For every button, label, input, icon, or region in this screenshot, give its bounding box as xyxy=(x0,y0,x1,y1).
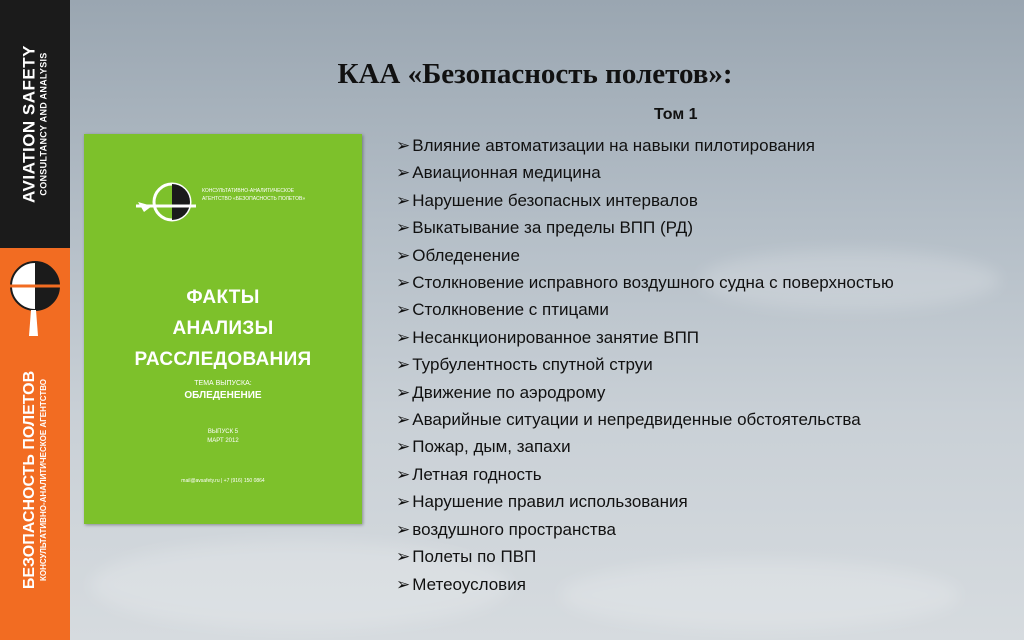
topic-item xyxy=(396,324,894,351)
arrow-bullet-icon: ➢ xyxy=(396,355,411,375)
cover-contact: mail@avsafety.ru | +7 (916) 150 0864 xyxy=(181,478,265,484)
topic-item xyxy=(396,488,894,515)
cover-agency-line2: АГЕНТСТВО «БЕЗОПАСНОСТЬ ПОЛЕТОВ» xyxy=(202,196,306,202)
topic-item xyxy=(396,571,894,598)
brand-logo-icon xyxy=(2,250,68,340)
topic-text: Несанкционированное занятие ВПП xyxy=(412,327,700,347)
cover-issue-date: МАРТ 2012 xyxy=(207,438,239,444)
topic-text: воздушного пространства xyxy=(412,519,616,539)
topic-text: Влияние автоматизации на навыки пилотирования xyxy=(412,136,815,155)
topic-item xyxy=(396,461,894,488)
topic-text: Авиационная медицина xyxy=(412,163,601,183)
topic-text: Аварийные ситуации и непредвиденные обстоятельства xyxy=(412,410,861,430)
topic-item xyxy=(396,406,894,433)
topic-item xyxy=(396,214,894,241)
topic-item xyxy=(396,187,894,214)
cover-issue xyxy=(84,428,362,446)
cover-headline xyxy=(84,282,362,375)
topic-item xyxy=(396,351,894,378)
topic-item xyxy=(396,379,894,406)
brand-strip xyxy=(0,0,70,640)
brand-english-text xyxy=(21,4,50,244)
topic-text: Пожар, дым, запахи xyxy=(412,437,571,457)
cover-headline-line: ФАКТЫ xyxy=(186,287,260,308)
brand-russian-text xyxy=(21,355,49,605)
cover-headline-line: АНАЛИЗЫ xyxy=(172,318,274,339)
arrow-bullet-icon: ➢ xyxy=(396,464,411,484)
cover-logo-icon xyxy=(134,172,200,232)
cover-headline-line: РАССЛЕДОВАНИЯ xyxy=(134,349,312,370)
topic-item xyxy=(396,296,894,323)
arrow-bullet-icon: ➢ xyxy=(396,519,411,539)
topic-item xyxy=(396,132,894,159)
topic-text: Нарушение правил использования xyxy=(412,492,688,512)
topic-text: Метеоусловия xyxy=(412,574,526,594)
topic-text: Столкновение исправного воздушного судна с поверхностью xyxy=(412,273,894,293)
book-cover xyxy=(84,134,362,524)
arrow-bullet-icon: ➢ xyxy=(396,245,411,265)
brand-strip-top xyxy=(0,0,70,248)
arrow-bullet-icon: ➢ xyxy=(396,136,411,155)
topic-item xyxy=(396,159,894,186)
topic-text: Летная годность xyxy=(412,464,542,484)
cover-theme: ОБЛЕДЕНЕНИЕ xyxy=(184,390,262,401)
topic-text: Движение по аэродрому xyxy=(412,382,606,402)
brand-russian-subtitle: КОНСУЛЬТАТИВНО-АНАЛИТИЧЕСКОЕ АГЕНТСТВО xyxy=(39,378,48,582)
topic-list xyxy=(396,132,894,598)
arrow-bullet-icon: ➢ xyxy=(396,163,411,183)
arrow-bullet-icon: ➢ xyxy=(396,218,411,238)
cover-theme-label: ТЕМА ВЫПУСКА: xyxy=(194,380,252,387)
topic-text: Турбулентность спутной струи xyxy=(412,355,653,375)
topic-item xyxy=(396,269,894,296)
arrow-bullet-icon: ➢ xyxy=(396,492,411,512)
brand-russian-title: БЕЗОПАСНОСТЬ ПОЛЕТОВ xyxy=(21,370,38,590)
arrow-bullet-icon: ➢ xyxy=(396,327,411,347)
brand-english-subtitle: CONSULTANCY AND ANALYSIS xyxy=(38,52,49,196)
arrow-bullet-icon: ➢ xyxy=(396,190,411,210)
cover-agency-line1: КОНСУЛЬТАТИВНО-АНАЛИТИЧЕСКОЕ xyxy=(202,188,295,194)
topic-text: Нарушение безопасных интервалов xyxy=(412,190,698,210)
topic-item xyxy=(396,516,894,543)
arrow-bullet-icon: ➢ xyxy=(396,547,411,567)
arrow-bullet-icon: ➢ xyxy=(396,382,411,402)
topic-text: Выкатывание за пределы ВПП (РД) xyxy=(412,218,693,238)
topic-text: Столкновение с птицами xyxy=(412,300,609,320)
topic-item xyxy=(396,242,894,269)
arrow-bullet-icon: ➢ xyxy=(396,410,411,430)
arrow-bullet-icon: ➢ xyxy=(396,273,411,293)
topic-text: Полеты по ПВП xyxy=(412,547,537,567)
volume-label: Том 1 xyxy=(654,106,698,123)
brand-english-title: AVIATION SAFETY xyxy=(19,45,39,203)
topic-text: Обледенение xyxy=(412,245,521,265)
slide-title: КАА «Безопасность полетов»: xyxy=(337,58,733,90)
cover-agency xyxy=(202,187,332,203)
arrow-bullet-icon: ➢ xyxy=(396,574,411,594)
topic-item xyxy=(396,543,894,570)
cover-issue-number: ВЫПУСК 5 xyxy=(207,429,239,435)
topic-item xyxy=(396,433,894,460)
arrow-bullet-icon: ➢ xyxy=(396,300,411,320)
arrow-bullet-icon: ➢ xyxy=(396,437,411,457)
